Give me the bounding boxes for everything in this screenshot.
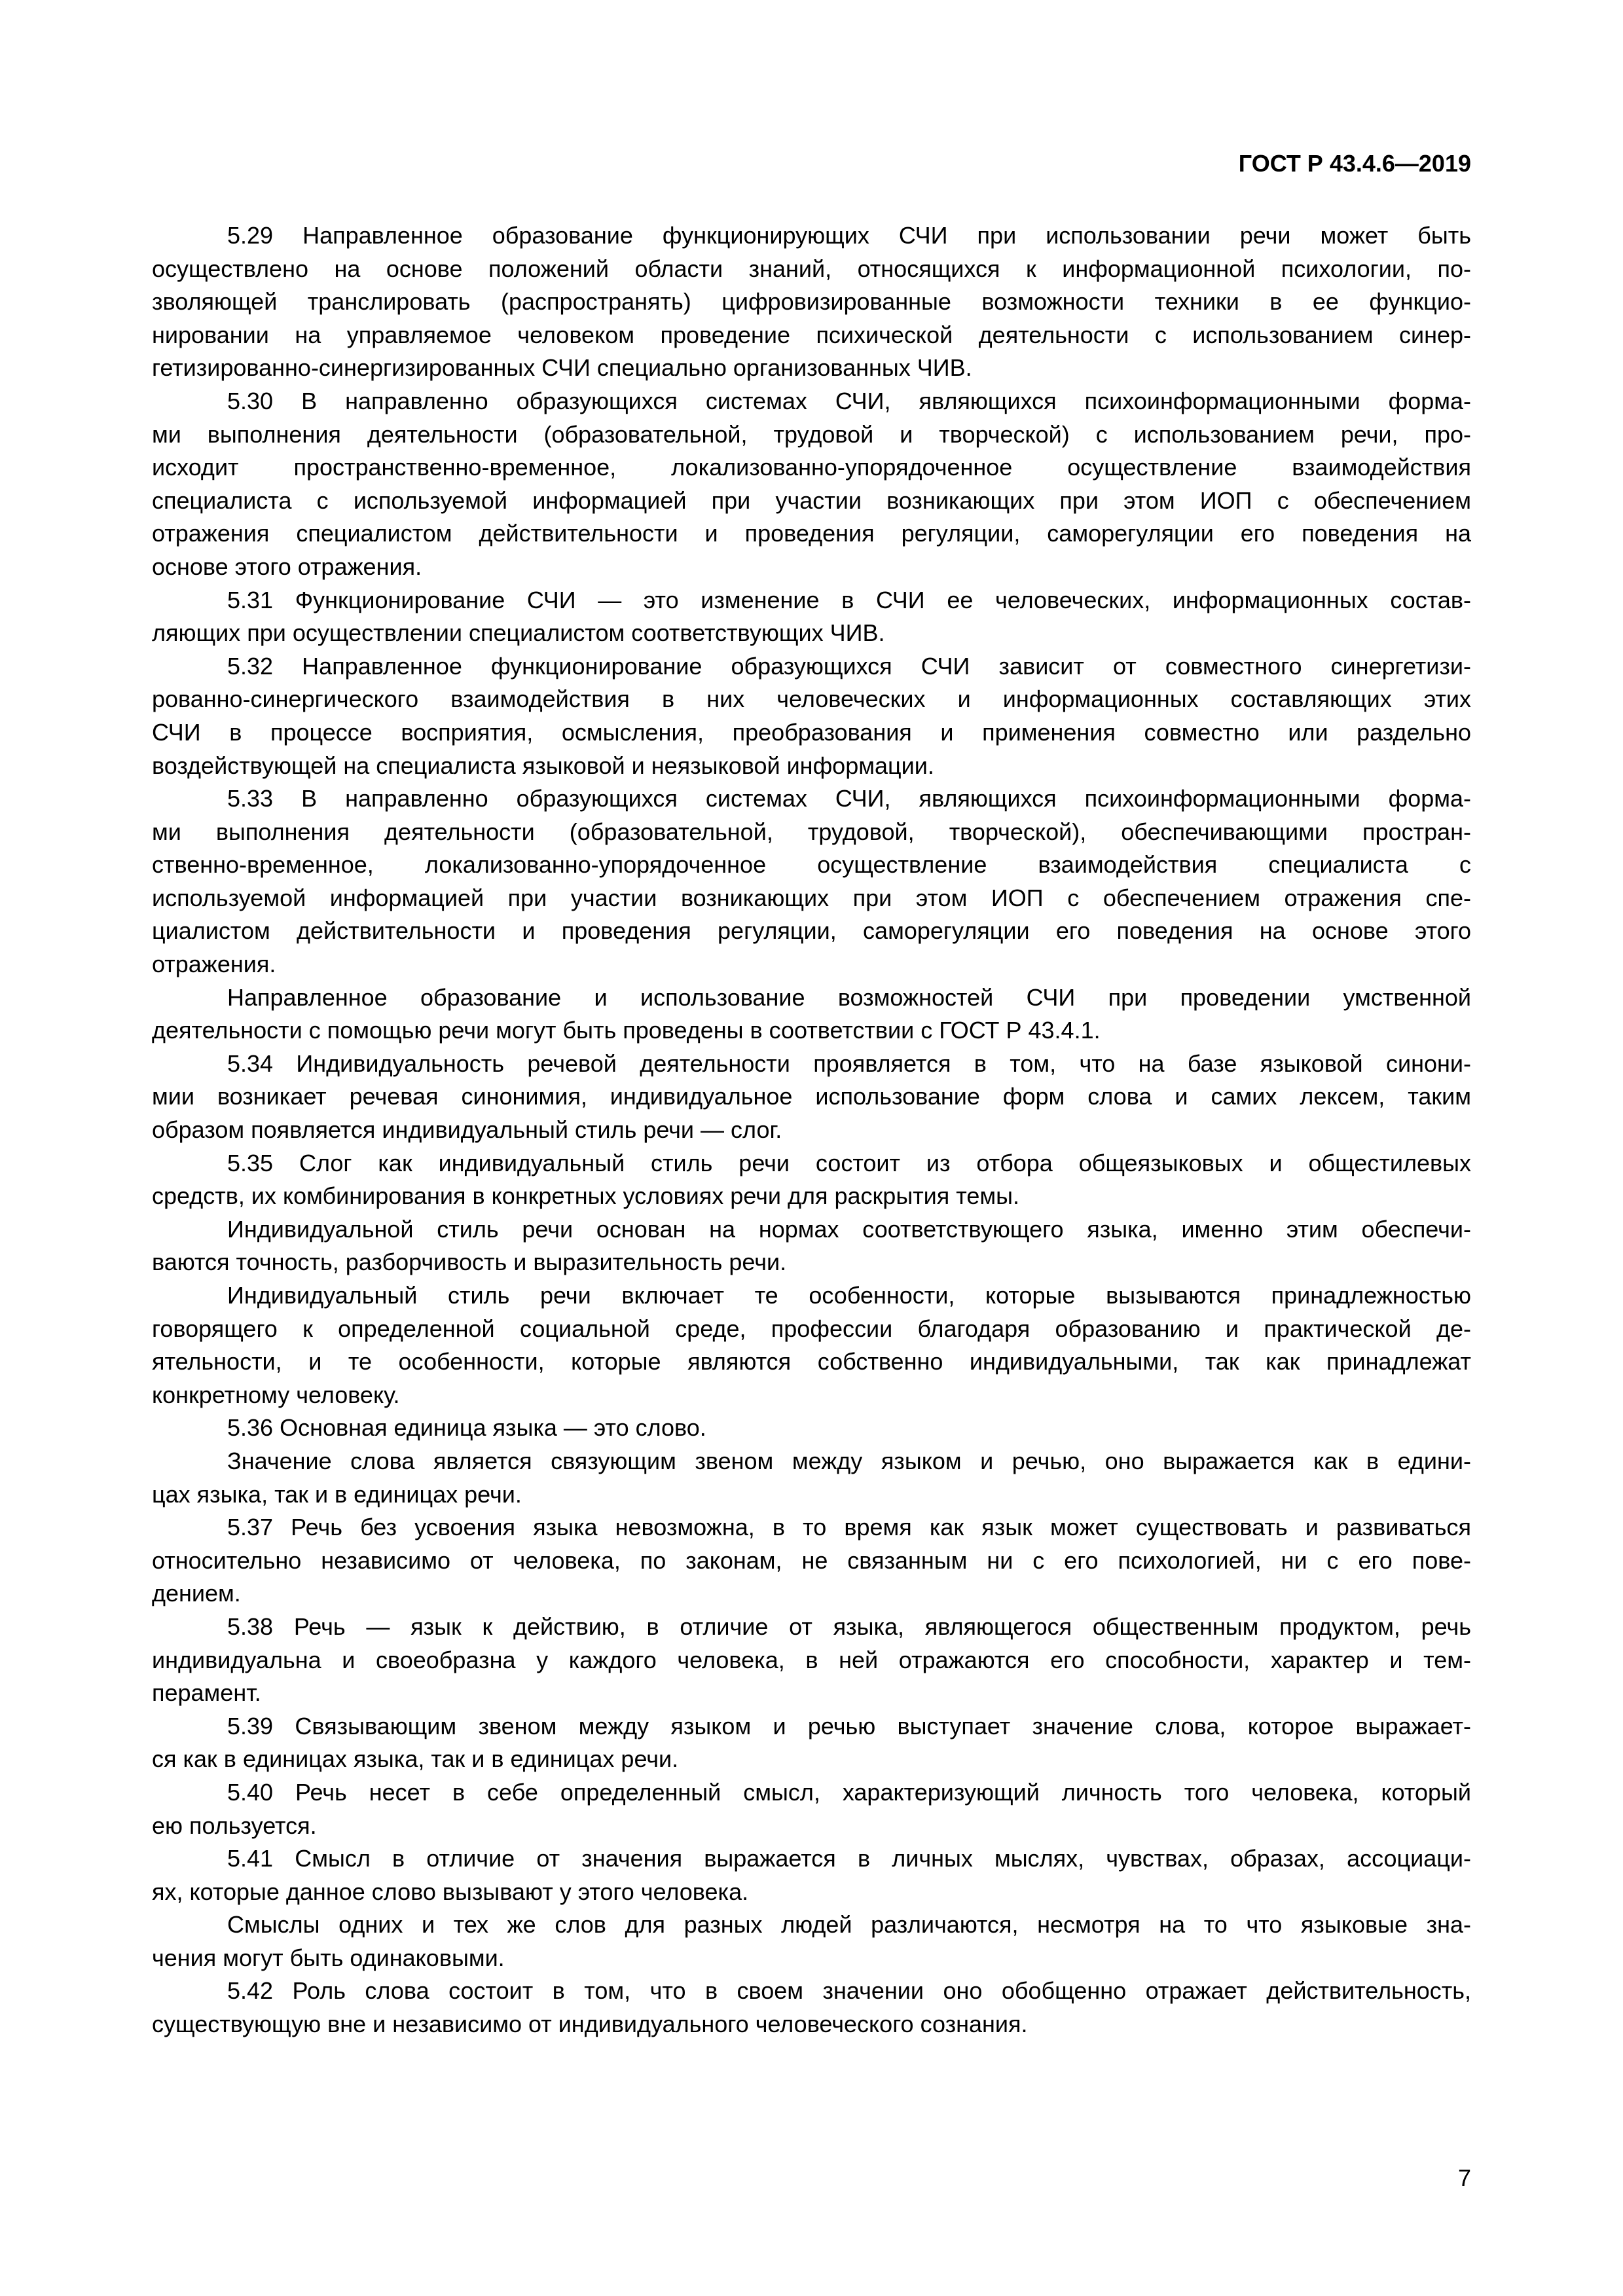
text-line: перамент. xyxy=(152,1679,261,1707)
text-line: 5.31 Функционирование СЧИ — это изменение в СЧИ ее человеческих, информационных состав- xyxy=(227,586,1471,613)
paragraph xyxy=(152,1213,1471,1279)
text-line: зволяющей транслировать (распространять) цифровизированные возможности техники в ее функцио- xyxy=(152,288,1471,316)
text-line: 5.30 В направленно образующихся системах СЧИ, являющихся психоинформационными форма- xyxy=(227,387,1471,414)
paragraph xyxy=(152,1776,1471,1842)
text-line: 5.35 Слог как индивидуальный стиль речи состоит из отбора общеязыковых и общестилевых xyxy=(227,1149,1471,1176)
text-line: специалиста с используемой информацией при участии возникающих при этом ИОП с обеспечением xyxy=(152,486,1471,514)
text-line: образом появляется индивидуальный стиль речи — слог. xyxy=(152,1116,782,1144)
text-line: отражения специалистом действительности и проведения регуляции, саморегуляции его поведения на xyxy=(152,520,1471,547)
page-number: 7 xyxy=(1457,2164,1471,2191)
text-line: 5.29 Направленное образование функционирующих СЧИ при использовании речи может быть xyxy=(227,222,1471,249)
paragraph xyxy=(152,782,1471,981)
text-line: СЧИ в процессе восприятия, осмысления, преобразования и применения совместно или раздельно xyxy=(152,718,1471,746)
document-header xyxy=(1239,149,1471,178)
text-line: отражения. xyxy=(152,951,276,978)
text-line: ственно-временное, локализованно-упорядоченное осуществление взаимодействия специалиста с xyxy=(152,851,1471,879)
text-line: Направленное образование и использование возможностей СЧИ при проведении умственной xyxy=(227,983,1471,1011)
text-line: Индивидуальный стиль речи включает те особенности, которые вызываются принадлежностью xyxy=(227,1282,1471,1309)
paragraph xyxy=(152,1710,1471,1776)
text-line: 5.38 Речь — язык к действию, в отличие от языка, являющегося общественным продуктом, речь xyxy=(227,1613,1471,1640)
page-number-container xyxy=(1458,2164,1471,2193)
text-line: ею пользуется. xyxy=(152,1812,317,1839)
text-line: 5.41 Смысл в отличие от значения выражается в личных мыслях, чувствах, образах, ассоциаци- xyxy=(227,1845,1471,1872)
text-line: цах языка, так и в единицах речи. xyxy=(152,1480,522,1508)
paragraph xyxy=(152,1279,1471,1412)
standard-id: ГОСТ Р 43.4.6—2019 xyxy=(1238,150,1471,177)
text-line: ми выполнения деятельности (образовательной, трудовой, творческой), обеспечивающими простран- xyxy=(152,818,1471,845)
text-line: деятельности с помощью речи могут быть проведены в соответствии с ГОСТ Р 43.4.1. xyxy=(152,1017,1101,1044)
paragraph xyxy=(152,1048,1471,1147)
text-line: ятельности, и те особенности, которые являются собственно индивидуальными, так как принадлежат xyxy=(152,1348,1471,1376)
text-line: рованно-синергического взаимодействия в них человеческих и информационных составляющих этих xyxy=(152,685,1471,713)
text-line: говорящего к определенной социальной среде, профессии благодаря образованию и практической де- xyxy=(152,1315,1471,1342)
text-line: мии возникает речевая синонимия, индивидуальное использование форм слова и самих лексем, таким xyxy=(152,1083,1471,1110)
text-line: нировании на управляемое человеком проведение психической деятельности с использованием синер- xyxy=(152,321,1471,348)
text-line: циалистом действительности и проведения регуляции, саморегуляции его поведения на основе этого xyxy=(152,917,1471,945)
text-line: 5.34 Индивидуальность речевой деятельности проявляется в том, что на базе языковой синони- xyxy=(227,1049,1471,1077)
text-line: средств, их комбинирования в конкретных условиях речи для раскрытия темы. xyxy=(152,1182,1020,1210)
paragraph xyxy=(152,650,1471,782)
paragraph xyxy=(152,1975,1471,2041)
text-line: ляющих при осуществлении специалистом соответствующих ЧИВ. xyxy=(152,619,885,647)
text-line: 5.39 Связывающим звеном между языком и речью выступает значение слова, которое выражает- xyxy=(227,1712,1471,1740)
paragraph xyxy=(152,1412,1471,1445)
text-line: ся как в единицах языка, так и в единицах речи. xyxy=(152,1745,679,1773)
text-line: осуществлено на основе положений области знаний, относящихся к информационной психологии, по- xyxy=(152,255,1471,282)
text-line: ях, которые данное слово вызывают у этого человека. xyxy=(152,1878,749,1905)
text-line: чения могут быть одинаковыми. xyxy=(152,1944,505,1971)
text-line: существующую вне и независимо от индивидуального человеческого сознания. xyxy=(152,2011,1028,2038)
text-line: воздействующей на специалиста языковой и неязыковой информации. xyxy=(152,752,934,779)
text-line: относительно независимо от человека, по законам, не связанным ни с его психологией, ни с его пове- xyxy=(152,1546,1471,1574)
text-line: гетизированно-синергизированных СЧИ специально организованных ЧИВ. xyxy=(152,354,972,382)
paragraph xyxy=(152,1147,1471,1213)
paragraph xyxy=(152,1842,1471,1908)
paragraph xyxy=(152,1511,1471,1611)
text-line: дением. xyxy=(152,1580,241,1607)
text-line: 5.42 Роль слова состоит в том, что в своем значении оно обобщенно отражает действительность, xyxy=(227,1977,1471,2005)
paragraph xyxy=(152,1611,1471,1710)
text-line: исходит пространственно-временное, локализованно-упорядоченное осуществление взаимодействия xyxy=(152,454,1471,481)
paragraph xyxy=(152,584,1471,650)
document-body xyxy=(152,219,1471,2041)
text-line: Смыслы одних и тех же слов для разных людей различаются, несмотря на то что языковые зна- xyxy=(227,1911,1471,1939)
paragraph xyxy=(152,219,1471,385)
text-line: 5.36 Основная единица языка — это слово. xyxy=(227,1414,706,1442)
text-line: конкретному человеку. xyxy=(152,1381,400,1408)
text-line: 5.32 Направленное функционирование образующихся СЧИ зависит от совместного синергетизи- xyxy=(227,652,1471,680)
paragraph xyxy=(152,385,1471,584)
paragraph xyxy=(152,981,1471,1048)
text-line: Значение слова является связующим звеном между языком и речью, оно выражается как в едини- xyxy=(227,1447,1471,1474)
paragraph xyxy=(152,1908,1471,1975)
text-line: индивидуальна и своеобразна у каждого человека, в ней отражаются его способности, характер и тем- xyxy=(152,1646,1471,1673)
text-line: 5.40 Речь несет в себе определенный смысл, характеризующий личность того человека, который xyxy=(227,1778,1471,1806)
paragraph xyxy=(152,1445,1471,1511)
text-line: ваются точность, разборчивость и выразительность речи. xyxy=(152,1248,787,1276)
text-line: основе этого отражения. xyxy=(152,553,422,580)
text-line: Индивидуальной стиль речи основан на нормах соответствующего языка, именно этим обеспечи- xyxy=(227,1215,1471,1243)
text-line: 5.33 В направленно образующихся системах СЧИ, являющихся психоинформационными форма- xyxy=(227,785,1471,812)
text-line: 5.37 Речь без усвоения языка невозможна, в то время как язык может существовать и развиваться xyxy=(227,1514,1471,1541)
text-line: ми выполнения деятельности (образовательной, трудовой и творческой) с использованием речи, про- xyxy=(152,420,1471,448)
text-line: используемой информацией при участии возникающих при этом ИОП с обеспечением отражения спе- xyxy=(152,884,1471,911)
